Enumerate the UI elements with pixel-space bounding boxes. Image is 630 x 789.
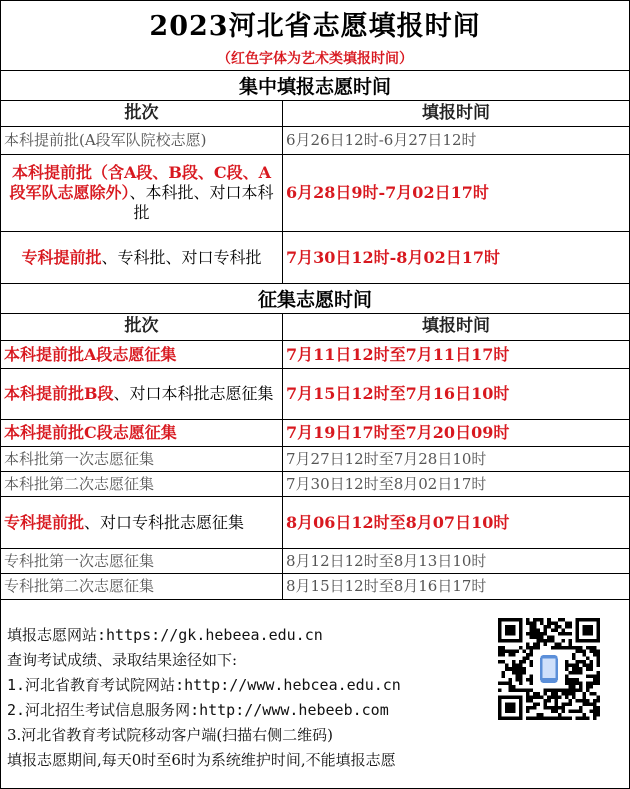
table-row [1, 447, 629, 472]
batch-cell: 本科提前批A段志愿征集 [1, 341, 283, 368]
table-row [1, 574, 629, 600]
table-row [1, 369, 629, 420]
batch-red-text: 本科提前批B段 [4, 384, 114, 403]
footer-line-1: 1.河北省教育考试院网站:http://www.hebcea.edu.cn [7, 676, 401, 694]
time-cell: 7月27日12时至7月28日10时 [286, 449, 487, 468]
col-time-header: 填报时间 [422, 316, 490, 337]
batch-cell: 本科提前批(A段军队院校志愿) [1, 127, 283, 154]
batch-cell [1, 369, 283, 419]
footer-line-query: 查询考试成绩、录取结果途径如下: [7, 651, 238, 669]
batch-cell: 本科批第二次志愿征集 [1, 472, 283, 496]
page-title: 2023河北省志愿填报时间 [149, 10, 481, 42]
table-row [1, 127, 629, 155]
solicit-header-row [1, 314, 629, 341]
col-time-header: 填报时间 [422, 102, 490, 123]
batch-black-text: 、专科批、对口专科批 [101, 247, 262, 267]
footer-line-website: 填报志愿网站:https://gk.hebeea.edu.cn [7, 626, 323, 644]
time-cell: 7月30日12时至8月02日17时 [286, 474, 487, 493]
table-row [1, 341, 629, 369]
footer-line-2: 2.河北招生考试信息服务网:http://www.hebeeb.com [7, 701, 389, 719]
col-batch-header: 批次 [1, 101, 283, 126]
table-row [1, 472, 629, 497]
batch-black-text: 、对口专科批志愿征集 [84, 512, 245, 532]
subtitle-row [1, 45, 629, 71]
batch-black-text: 、本科批、对口本科批 [129, 183, 274, 222]
time-cell: 8月06日12时至8月07日10时 [286, 512, 510, 532]
footer-line-3: 3.河北省教育考试院移动客户端(扫描右侧二维码) [7, 726, 334, 744]
table-row [1, 155, 629, 232]
concentrated-header-row [1, 101, 629, 127]
qr-code-icon [498, 618, 600, 720]
time-cell: 8月15日12时至8月16日17时 [286, 577, 487, 596]
title-row [1, 1, 629, 45]
time-cell: 8月12日12时至8月13日10时 [286, 551, 487, 570]
table-row [1, 549, 629, 574]
batch-cell [1, 155, 283, 231]
batch-cell [1, 497, 283, 548]
section-concentrated-heading [1, 71, 629, 101]
time-cell: 6月26日12时-6月27日12时 [286, 131, 477, 150]
time-cell: 7月15日12时至7月16日10时 [286, 384, 510, 403]
table-row [1, 420, 629, 447]
time-cell: 7月30日12时-8月02日17时 [286, 247, 500, 267]
batch-black-text: 、对口本科批志愿征集 [113, 384, 274, 403]
page-subtitle: （红色字体为艺术类填报时间） [217, 50, 413, 67]
table-row [1, 497, 629, 549]
batch-cell: 专科批第一次志愿征集 [1, 549, 283, 573]
footer-line-maintenance: 填报志愿期间,每天0时至6时为系统维护时间,不能填报志愿 [7, 751, 396, 769]
batch-cell [1, 232, 283, 283]
batch-red-text: 本科提前批（含A段、B段、C段、A段军队志愿除外） [9, 163, 272, 202]
batch-cell: 本科批第一次志愿征集 [1, 447, 283, 471]
section-title: 征集志愿时间 [257, 289, 372, 311]
table-row [1, 232, 629, 284]
time-cell: 6月28日9时-7月02日17时 [286, 183, 489, 202]
time-cell: 7月11日12时至7月11日17时 [286, 344, 510, 364]
footer-info [1, 612, 629, 788]
batch-red-text: 专科提前批 [4, 512, 85, 532]
batch-cell: 专科批第二次志愿征集 [1, 574, 283, 599]
time-cell: 7月19日17时至7月20日09时 [286, 423, 510, 442]
section-solicit-heading [1, 284, 629, 314]
batch-red-text: 专科提前批 [21, 247, 102, 267]
batch-cell: 本科提前批C段志愿征集 [1, 420, 283, 446]
section-title: 集中填报志愿时间 [238, 76, 391, 98]
col-batch-header: 批次 [1, 314, 283, 340]
